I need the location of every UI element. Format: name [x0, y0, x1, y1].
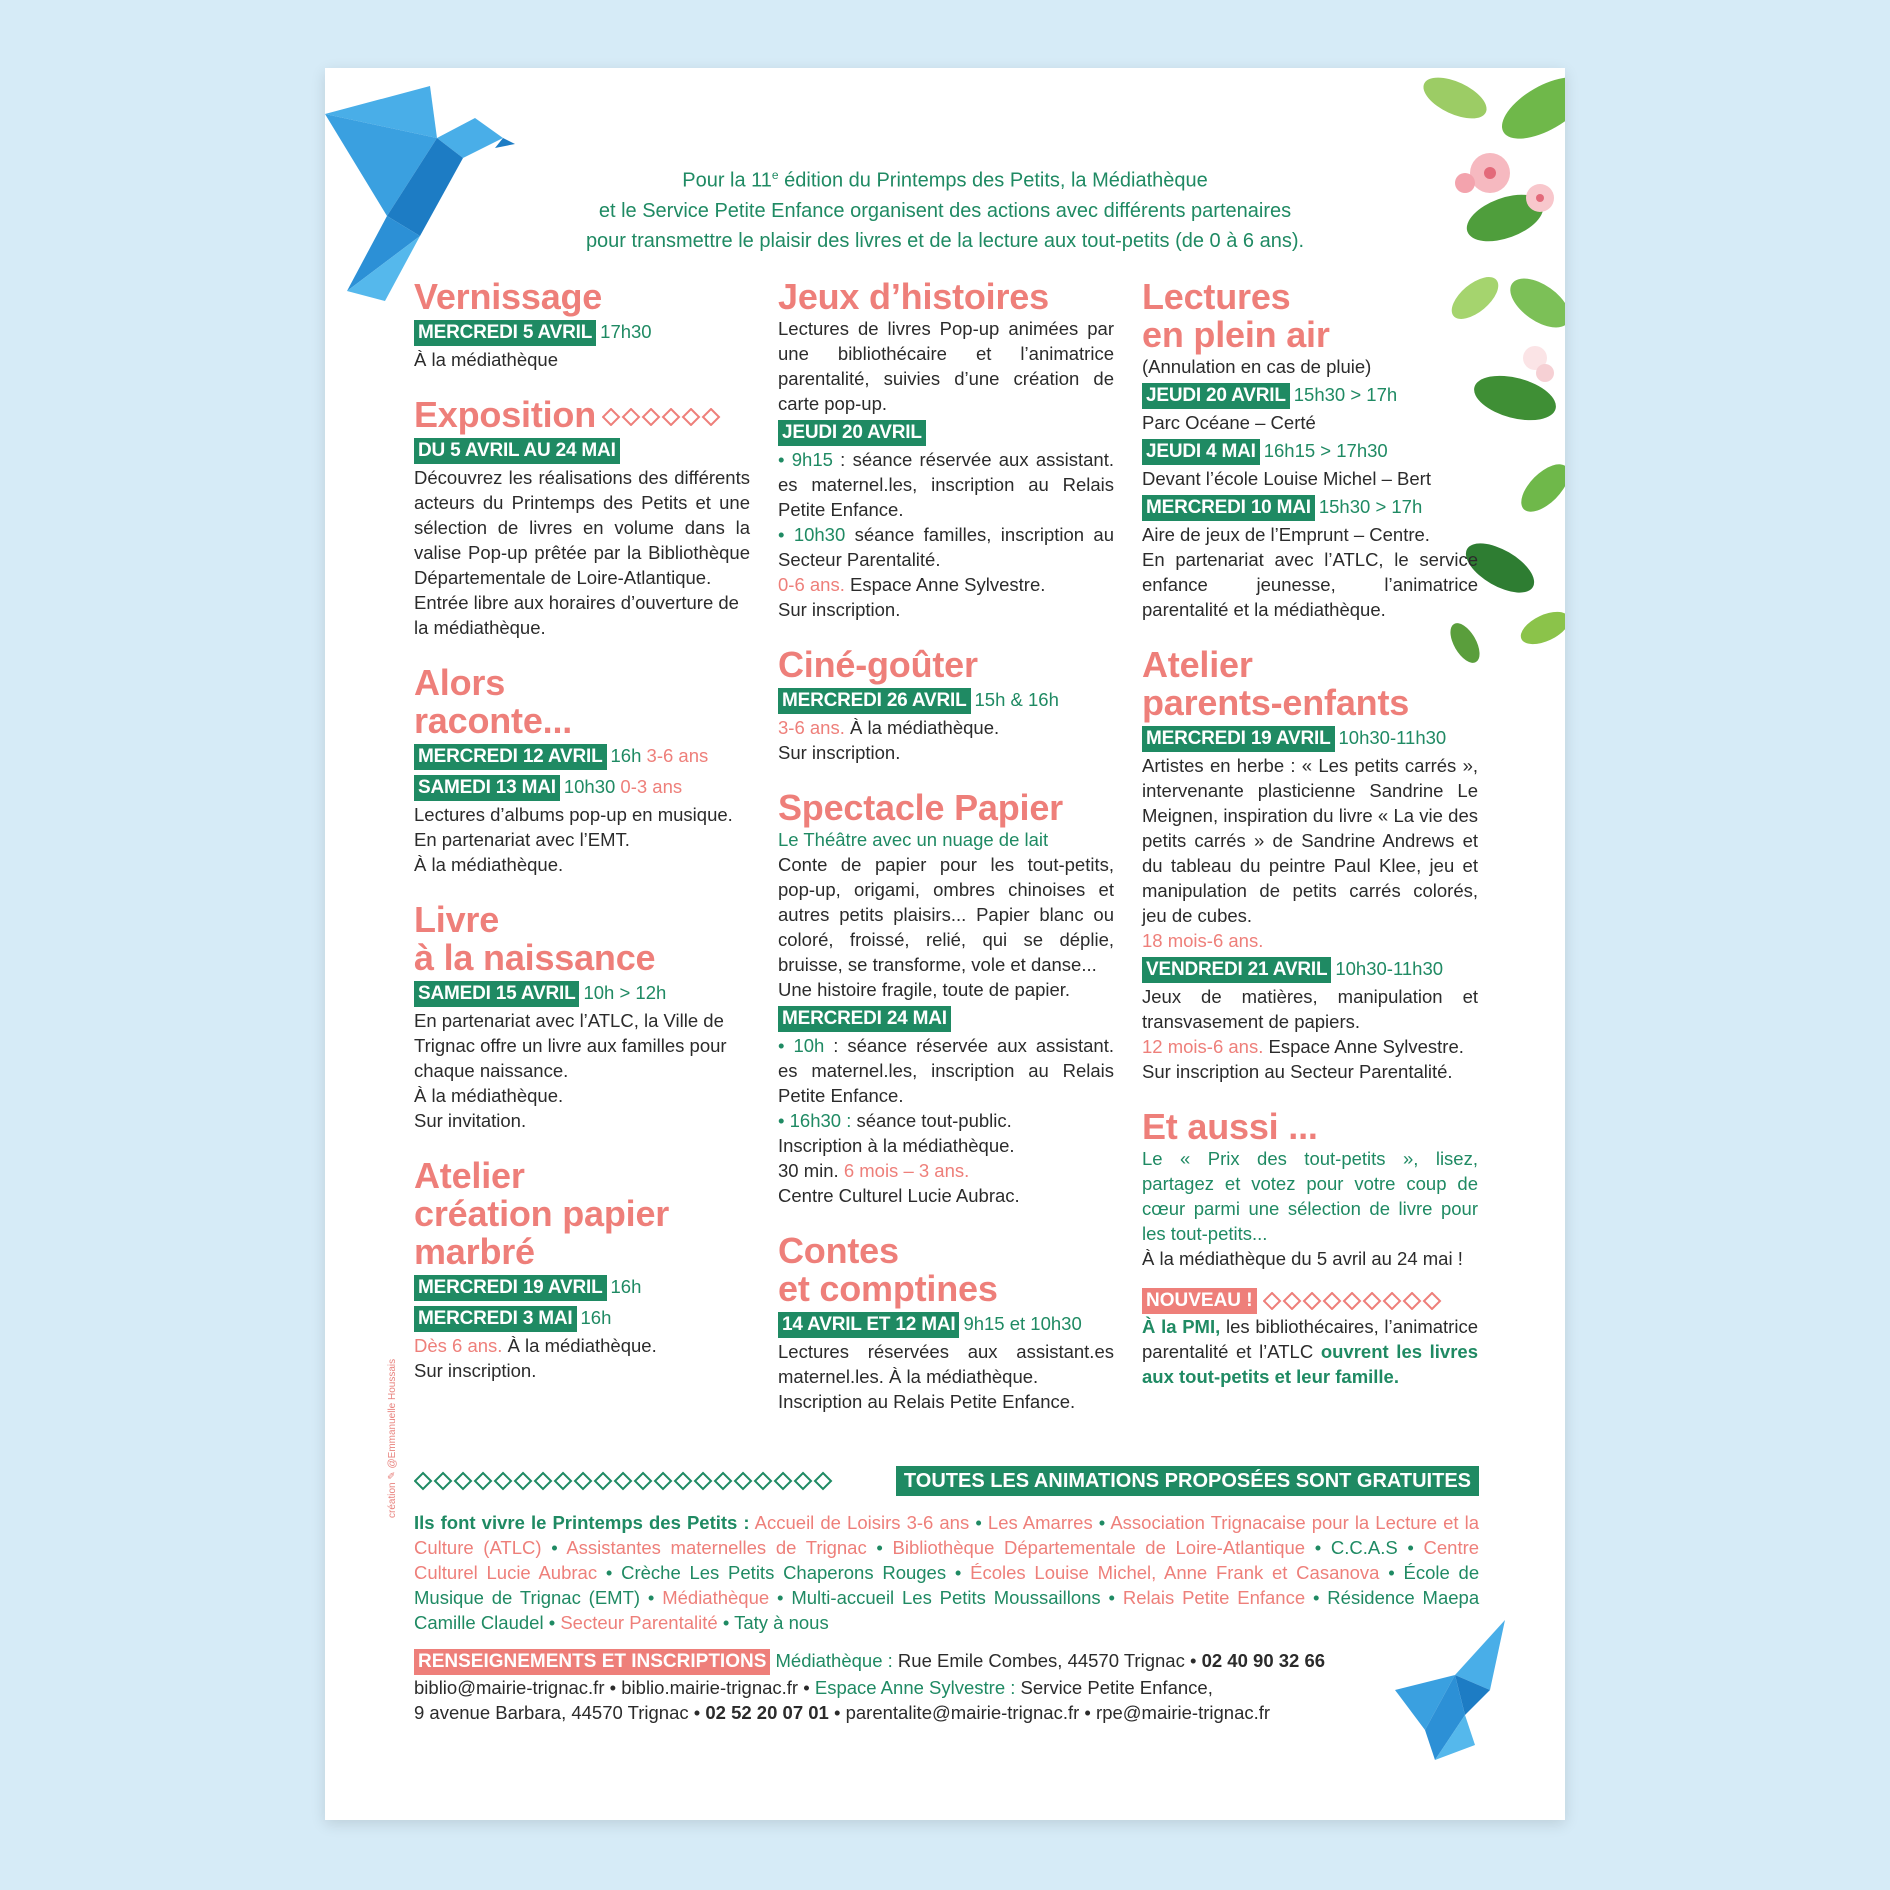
date-badge: MERCREDI 19 AVRIL [414, 1275, 607, 1301]
nouveau-badge: NOUVEAU ! [1142, 1288, 1257, 1314]
free-banner-label: TOUTES LES ANIMATIONS PROPOSÉES SONT GRATUITES [896, 1466, 1479, 1496]
diamond-pattern-icon [602, 408, 722, 426]
email-rpe[interactable]: rpe@mairie-trignac.fr [1096, 1702, 1271, 1723]
partner-item: Écoles Louise Michel, Anne Frank et Casanova [970, 1562, 1380, 1583]
column-2: Jeux d’histoires Lectures de livres Pop-up animées par une bibliothécaire et l’animatrice parentalité, suivies d’une création de carte pop-up. JEUDI 20 AVRIL • 9h15 : séance réservée aux assistant. es maternel.les, inscription au Relais Petite Enfance. • 10h30 séance familles, inscription au Secteur Parentalité. 0-6 ans. Espace Anne Sylvestre. Sur inscription. Ciné-goûter MERCREDI 26 AVRIL 15h & 16h 3-6 ans. À la médiathèque. Sur inscription. Spectacle Papier Le Théâtre avec un nuage de lait Conte de papier pour les tout-petits, pop-up, origami, ombres chinoises et autres petits plaisirs... Papier blanc ou coloré, froissé, relié, qui se déplie, bruisse, se transforme, vole et danse... Une histoire fragile, toute de papier. MERCREDI 24 MAI • 10h : séance réservée aux assistant. es maternel.les, inscription au Relais Petite Enfance. • 16h30 : séance tout-public. Inscription à la médiathèque. 30 min. 6 mois – 3 ans. Centre Culturel Lucie Aubrac. Contes et comptines 14 AVRIL ET 12 MAI 9h15 et 10h30 Lectures réservées aux assistant.es maternel.les. À la médiathèque. Inscription au Relais Petite Enfance. [778, 276, 1114, 1412]
partner-item: Centre Culturel Lucie Aubrac [414, 1537, 1480, 1583]
section-title-exposition: Exposition [414, 396, 750, 434]
partner-item: Crèche Les Petits Chaperons Rouges [621, 1562, 947, 1583]
section-title-contes-comptines: Contes et comptines [778, 1230, 998, 1309]
free-banner [414, 1466, 1479, 1496]
spectacle-subtitle: Le Théâtre avec un nuage de lait [778, 829, 1049, 850]
diamond-pattern-icon [1263, 1292, 1453, 1310]
email-mediatheque[interactable]: biblio@mairie-trignac.fr [414, 1677, 605, 1698]
section-title-lectures-plein-air: Lectures en plein air [1142, 276, 1330, 355]
date-badge: MERCREDI 19 AVRIL [1142, 726, 1335, 752]
section-title-et-aussi: Et aussi ... [1142, 1106, 1318, 1147]
section-title-atelier-papier-marbre: Atelier création papier marbré [414, 1155, 670, 1272]
date-badge: MERCREDI 3 MAI [414, 1306, 577, 1332]
partner-item: Bibliothèque Départementale de Loire-Atlantique [892, 1537, 1306, 1558]
date-badge: MERCREDI 26 AVRIL [778, 688, 971, 714]
column-3: Lectures en plein air (Annulation en cas de pluie) JEUDI 20 AVRIL 15h30 > 17h Parc Océane – Certé JEUDI 4 MAI 16h15 > 17h30 Devant l’école Louise Michel – Bert MERCREDI 10 MAI 15h30 > 17h Aire de jeux de l’Emprunt – Centre. En partenariat avec l’ATLC, le service enfance jeunesse, l’animatrice parentalité et la médiathèque. Atelier parents-enfants MERCREDI 19 AVRIL 10h30-11h30 Artistes en herbe : « Les petits carrés », intervenante plasticienne Sandrine Le Meignen, inspiration du livre « La vie des petits carrés » de Sandrine Andrews et du tableau du peintre Paul Klee, jeu et manipulation de petits carrés colorés, jeu de cubes. 18 mois-6 ans. VENDREDI 21 AVRIL 10h30-11h30 Jeux de matières, manipulation et transvasement de papiers. 12 mois-6 ans. Espace Anne Sylvestre. Sur inscription au Secteur Parentalité. Et aussi ... Le « Prix des tout-petits », lisez, partagez et votez pour votre coup de cœur parmi une sélection de livre pour les tout-petits... À la médiathèque du 5 avril au 24 mai ! NOUVEAU ! À la PMI, les bibliothécaires, l’animatrice parentalité et l’ATLC ouvrent les livres aux tout-petits et leur famille. [1142, 276, 1478, 1387]
diamond-pattern-icon [414, 1466, 844, 1496]
partner-item: Médiathèque [662, 1587, 770, 1608]
date-badge: JEUDI 20 AVRIL [1142, 383, 1290, 409]
section-title-atelier-parents-enfants: Atelier parents-enfants [1142, 644, 1410, 723]
website-mediatheque[interactable]: biblio.mairie-trignac.fr [621, 1677, 799, 1698]
contact-badge: RENSEIGNEMENTS ET INSCRIPTIONS [414, 1649, 770, 1675]
date-badge: JEUDI 20 AVRIL [778, 420, 926, 446]
partner-item: Multi-accueil Les Petits Moussaillons [791, 1587, 1101, 1608]
partners-list: Ils font vivre le Printemps des Petits : Accueil de Loisirs 3-6 ans • Les Amarres • Association Trignacaise pour la Lecture et la Culture (ATLC) • Assistantes maternelles de Trignac • Bibliothèque Départementale de Loire-Atlantique • C.C.A.S • Centre Culturel Lucie Aubrac • Crèche Les Petits Chaperons Rouges • Écoles Louise Michel, Anne Frank et Casanova • École de Musique de Trignac (EMT) • Médiathèque • Multi-accueil Les Petits Moussaillons • Relais Petite Enfance • Résidence Maepa Camille Claudel • Secteur Parentalité • Taty à nous [414, 1512, 1480, 1633]
section-title-cine-gouter: Ciné-goûter [778, 644, 978, 685]
section-title-vernissage: Vernissage [414, 276, 603, 317]
partner-item: Les Amarres [987, 1512, 1093, 1533]
date-badge: VENDREDI 21 AVRIL [1142, 957, 1331, 983]
date-badge: 14 AVRIL ET 12 MAI [778, 1312, 959, 1338]
partner-item: Taty à nous [734, 1612, 829, 1633]
email-parentalite[interactable]: parentalite@mairie-trignac.fr [845, 1702, 1080, 1723]
flyer-sheet [325, 68, 1565, 1820]
partner-item: École de Musique de Trignac (EMT) [414, 1562, 1480, 1608]
partner-item: Secteur Parentalité [560, 1612, 718, 1633]
partner-item: Résidence Maepa Camille Claudel [414, 1587, 1480, 1633]
date-badge: MERCREDI 24 MAI [778, 1006, 951, 1032]
phone-mediatheque[interactable]: 02 40 90 32 66 [1201, 1650, 1326, 1671]
designer-credit: création ✎ @Emmanuelle Houssais [387, 1358, 398, 1518]
date-badge: SAMEDI 15 AVRIL [414, 981, 579, 1007]
column-1: Vernissage MERCREDI 5 AVRIL 17h30 À la médiathèque Exposition DU 5 AVRIL AU 24 MAI Découvrez les réalisations des différents acteurs du Printemps des Petits et une sélection de livres en volume dans la valise Pop-up prêtée par la Bibliothèque Départementale de Loire-Atlantique. Entrée libre aux horaires d’ouverture de la médiathèque. Alors raconte... MERCREDI 12 AVRIL 16h 3-6 ans SAMEDI 13 MAI 10h30 0-3 ans Lectures d’albums pop-up en musique. En partenariat avec l’EMT. À la médiathèque. Livre à la naissance SAMEDI 15 AVRIL 10h > 12h En partenariat avec l’ATLC, la Ville de Trignac offre un livre aux familles pour chaque naissance. À la médiathèque. Sur invitation. Atelier création papier marbré MERCREDI 19 AVRIL 16h MERCREDI 3 MAI 16h Dès 6 ans. À la médiathèque. Sur inscription. [414, 276, 750, 1381]
contact-info: RENSEIGNEMENTS ET INSCRIPTIONS Médiathèque : Rue Emile Combes, 44570 Trignac • 02 40 90 32 66 biblio@mairie-trignac.fr • biblio.mairie-trignac.fr • Espace Anne Sylvestre : Service Petite Enfance, 9 avenue Barbara, 44570 Trignac • 02 52 20 07 01 • parentalite@mairie-trignac.fr • rpe@mairie-trignac.fr [414, 1650, 1326, 1723]
partner-item: Association Trignacaise pour la Lecture et la Culture (ATLC) [414, 1512, 1480, 1558]
intro-text: Pour la 11e édition du Printemps des Petits, la Médiathèque et le Service Petite Enfance organisent des actions avec différents partenaires pour transmettre le plaisir des livres et de la lecture aux tout-petits (de 0 à 6 ans). [585, 168, 1305, 252]
partner-item: Assistantes maternelles de Trignac [566, 1537, 867, 1558]
date-badge: JEUDI 4 MAI [1142, 439, 1260, 465]
section-title-alors-raconte: Alors raconte... [414, 662, 573, 741]
partner-item: C.C.A.S [1330, 1537, 1398, 1558]
date-badge: MERCREDI 10 MAI [1142, 495, 1315, 521]
section-title-spectacle-papier: Spectacle Papier [778, 787, 1063, 828]
date-badge: MERCREDI 12 AVRIL [414, 744, 607, 770]
section-title-livre-naissance: Livre à la naissance [414, 899, 656, 978]
date-badge: SAMEDI 13 MAI [414, 775, 560, 801]
phone-espace-anne-sylvestre[interactable]: 02 52 20 07 01 [705, 1702, 829, 1723]
partner-item: Relais Petite Enfance [1122, 1587, 1306, 1608]
partner-item: Accueil de Loisirs 3-6 ans [754, 1512, 970, 1533]
section-title-jeux-histoires: Jeux d’histoires [778, 276, 1049, 317]
date-badge: DU 5 AVRIL AU 24 MAI [414, 438, 620, 464]
date-badge: MERCREDI 5 AVRIL [414, 320, 596, 346]
